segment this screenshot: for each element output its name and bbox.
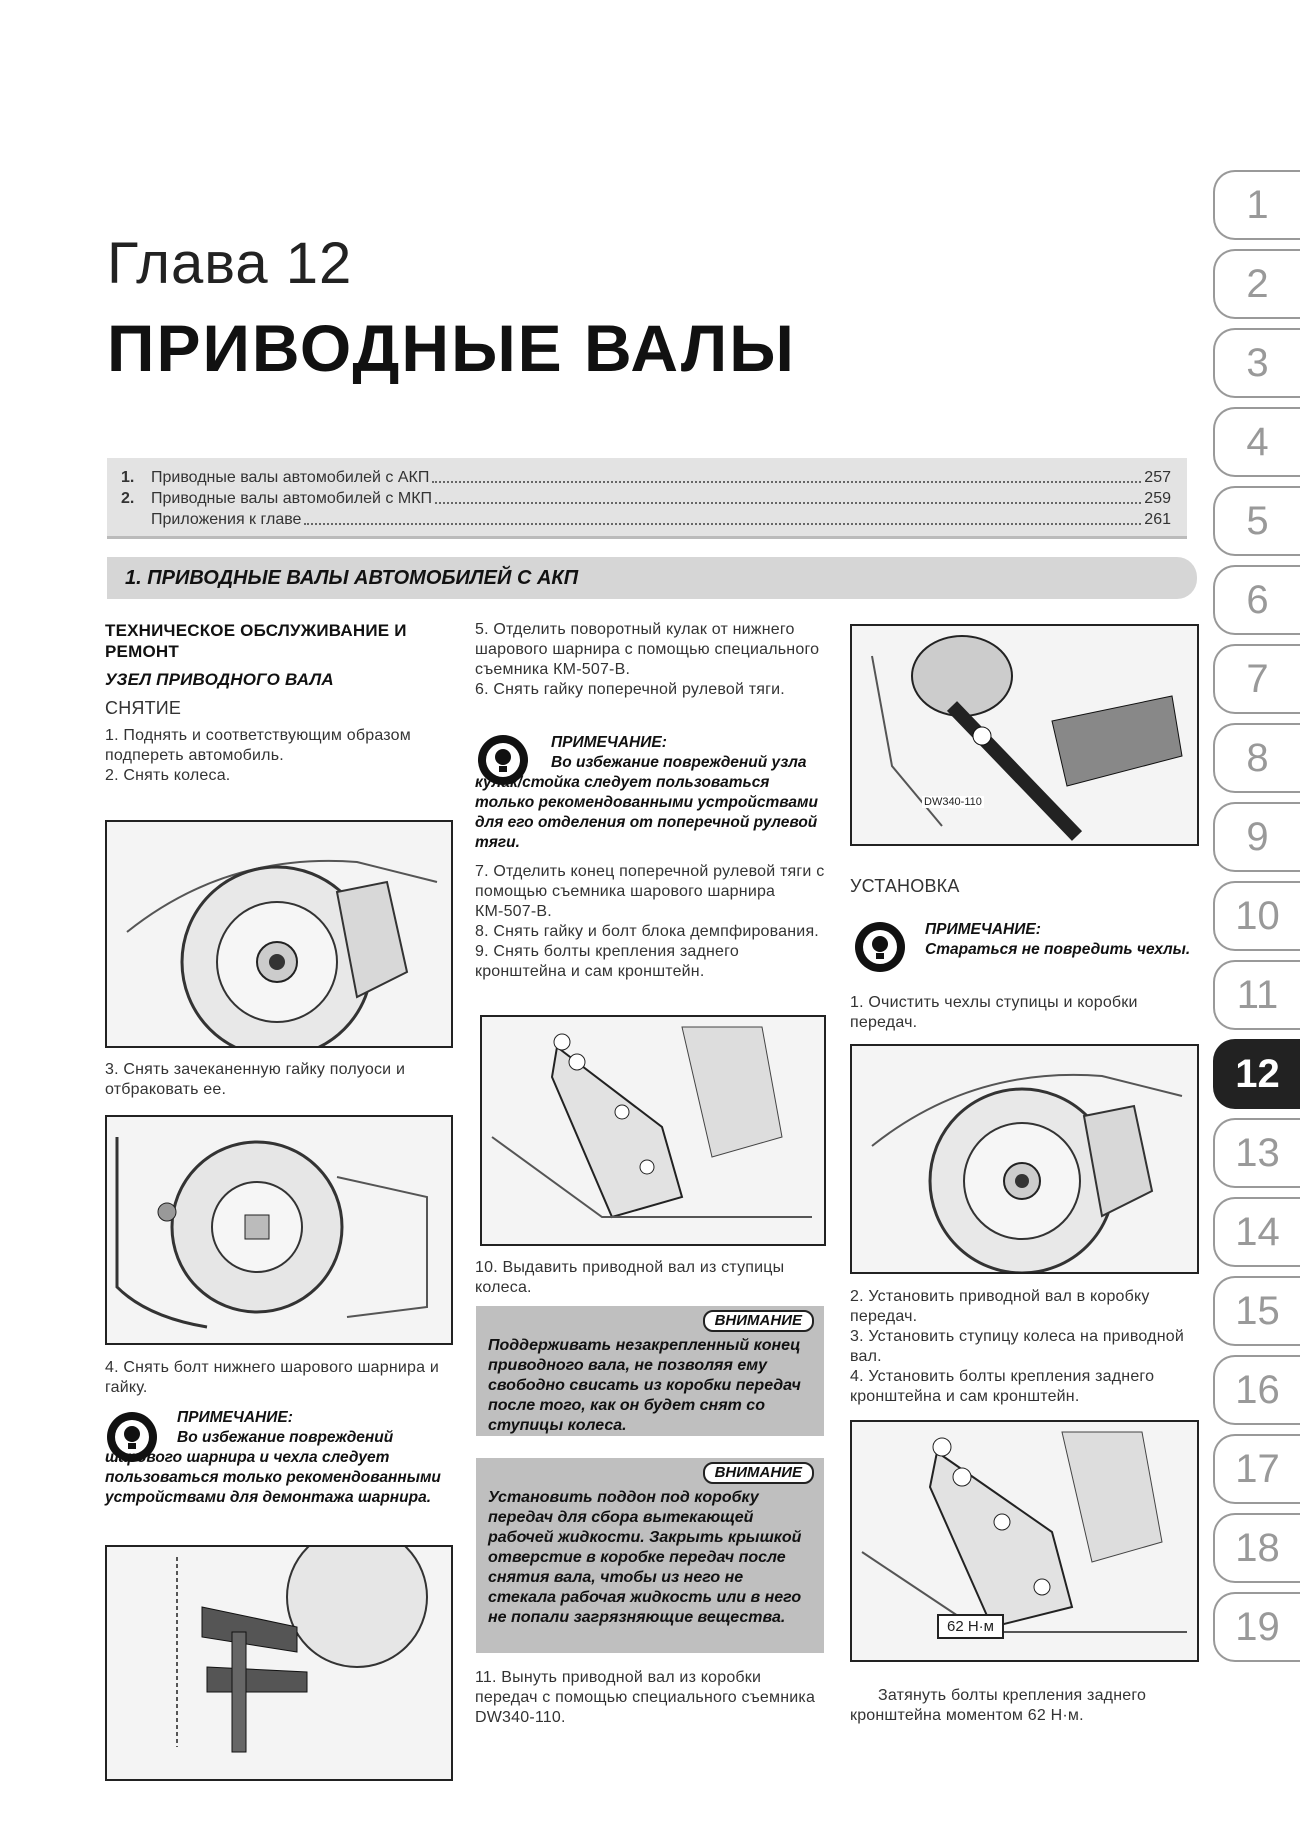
- final-instruction: Затянуть болты крепления заднего кронштейна моментом 62 Н·м.: [850, 1687, 1147, 1724]
- chapter-tab-4[interactable]: 4: [1213, 407, 1300, 477]
- chapter-tab-12[interactable]: 12: [1213, 1039, 1300, 1109]
- chapter-tab-2[interactable]: 2: [1213, 249, 1300, 319]
- figure-shaft-puller: [850, 624, 1199, 846]
- heading-drive-shaft-assembly: УЗЕЛ ПРИВОДНОГО ВАЛА: [105, 670, 334, 689]
- torque-label: 62 Н·м: [937, 1614, 1004, 1639]
- column-1: [105, 620, 450, 786]
- chapter-label: Глава 12: [107, 231, 353, 296]
- chapter-tab-5[interactable]: 5: [1213, 486, 1300, 556]
- note-text: Стараться не повредить чехлы.: [925, 941, 1191, 958]
- subheading-removal: СНЯТИЕ: [105, 698, 182, 718]
- note-knuckle: [475, 733, 825, 853]
- chapter-tab-13[interactable]: 13: [1213, 1118, 1300, 1188]
- note-icon: [855, 922, 905, 972]
- chapter-tab-10[interactable]: 10: [1213, 881, 1300, 951]
- note-text: Во избежание повреждений шарового шарнира и чехла следует пользоваться только рекомендованными устройствами для демонтажа шарнира.: [105, 1429, 441, 1506]
- step-8: 8. Снять гайку и болт блока демпфирования.: [475, 923, 819, 940]
- figure-label: DW340-110: [924, 796, 982, 808]
- step-10: 10. Выдавить приводной вал из ступицы колеса.: [475, 1259, 785, 1296]
- warning-box: [476, 1306, 824, 1436]
- warning-label: ВНИМАНИЕ: [703, 1462, 814, 1484]
- warning-text: Поддерживать незакрепленный конец приводного вала, не позволяя ему свободно свисать из коробки передач после того, как он будет снят со ступицы колеса.: [488, 1337, 801, 1434]
- figure-wheel-hub: [105, 820, 453, 1048]
- step-9: 9. Снять болты крепления заднего кронштейна и сам кронштейн.: [475, 943, 739, 980]
- toc-item[interactable]: 2. Приводные валы автомобилей с МКП 259: [121, 490, 1171, 507]
- warning-label: ВНИМАНИЕ: [703, 1310, 814, 1332]
- chapter-tab-14[interactable]: 14: [1213, 1197, 1300, 1267]
- note-boots: [925, 920, 1195, 960]
- step-6: 6. Снять гайку поперечной рулевой тяги.: [475, 681, 785, 698]
- toc-item[interactable]: Приложения к главе 261: [151, 511, 1171, 528]
- chapter-tab-9[interactable]: 9: [1213, 802, 1300, 872]
- heading-maintenance: ТЕХНИЧЕСКОЕ ОБСЛУЖИВАНИЕ И РЕМОНТ: [105, 621, 407, 661]
- chapter-tab-7[interactable]: 7: [1213, 644, 1300, 714]
- note-text: Во избежание повреждений узла кулак/стойка следует пользоваться только рекомендованными устройствами для его отделения от поперечной рулевой тяги.: [475, 754, 818, 851]
- step-2-install: 2. Установить приводной вал в коробку передач.: [850, 1288, 1150, 1325]
- step-3: 3. Снять зачеканенную гайку полуоси и отбраковать ее.: [105, 1061, 406, 1098]
- figure-rear-bracket: [480, 1015, 826, 1246]
- chapter-tab-6[interactable]: 6: [1213, 565, 1300, 635]
- chapter-tab-15[interactable]: 15: [1213, 1276, 1300, 1346]
- note-ball-joint: [105, 1408, 450, 1508]
- step-11: 11. Вынуть приводной вал из коробки передач с помощью специального съемника DW340-110.: [475, 1669, 816, 1726]
- step-4-install: 4. Установить болты крепления заднего кронштейна и сам кронштейн.: [850, 1368, 1155, 1405]
- note-title: ПРИМЕЧАНИЕ:: [177, 1409, 293, 1426]
- column-2: [475, 620, 825, 700]
- chapter-tab-16[interactable]: 16: [1213, 1355, 1300, 1425]
- figure-hub-install: [850, 1044, 1199, 1274]
- subheading-installation: УСТАНОВКА: [850, 876, 960, 896]
- chapter-tab-19[interactable]: 19: [1213, 1592, 1300, 1662]
- step-3-install: 3. Установить ступицу колеса на приводной вал.: [850, 1328, 1184, 1365]
- section-title: 1. ПРИВОДНЫЕ ВАЛЫ АВТОМОБИЛЕЙ С АКП: [107, 557, 1197, 599]
- chapter-tab-1[interactable]: 1: [1213, 170, 1300, 240]
- chapter-tab-18[interactable]: 18: [1213, 1513, 1300, 1583]
- step-2: 2. Снять колеса.: [105, 767, 231, 784]
- step-4: 4. Снять болт нижнего шарового шарнира и гайку.: [105, 1359, 439, 1396]
- step-1: 1. Поднять и соответствующим образом подпереть автомобиль.: [105, 727, 411, 764]
- chapter-tab-8[interactable]: 8: [1213, 723, 1300, 793]
- table-of-contents: [107, 458, 1187, 539]
- toc-item[interactable]: 1. Приводные валы автомобилей с АКП 257: [121, 469, 1171, 486]
- warning-box: [476, 1458, 824, 1653]
- figure-bracket-torque: [850, 1420, 1199, 1662]
- step-1-install: 1. Очистить чехлы ступицы и коробки передач.: [850, 994, 1138, 1031]
- note-title: ПРИМЕЧАНИЕ:: [925, 921, 1041, 938]
- chapter-tab-11[interactable]: 11: [1213, 960, 1300, 1030]
- figure-axle-nut: [105, 1115, 453, 1345]
- step-5: 5. Отделить поворотный кулак от нижнего шарового шарнира с помощью специального съемника КМ-507-В.: [475, 621, 820, 678]
- chapter-title: ПРИВОДНЫЕ ВАЛЫ: [107, 311, 796, 385]
- chapter-tab-3[interactable]: 3: [1213, 328, 1300, 398]
- warning-text: Установить поддон под коробку передач для сбора вытекающей рабочей жидкости. Закрыть крышкой отверстие в коробке передач после снятия вала, чтобы из него не стекала рабочая жидкость или в него не попали загрязняющие вещества.: [488, 1489, 802, 1626]
- chapter-tab-17[interactable]: 17: [1213, 1434, 1300, 1504]
- step-7: 7. Отделить конец поперечной рулевой тяги с помощью съемника шарового шарнира КМ-507-В.: [475, 863, 825, 920]
- note-title: ПРИМЕЧАНИЕ:: [551, 734, 667, 751]
- figure-ball-joint-puller: [105, 1545, 453, 1781]
